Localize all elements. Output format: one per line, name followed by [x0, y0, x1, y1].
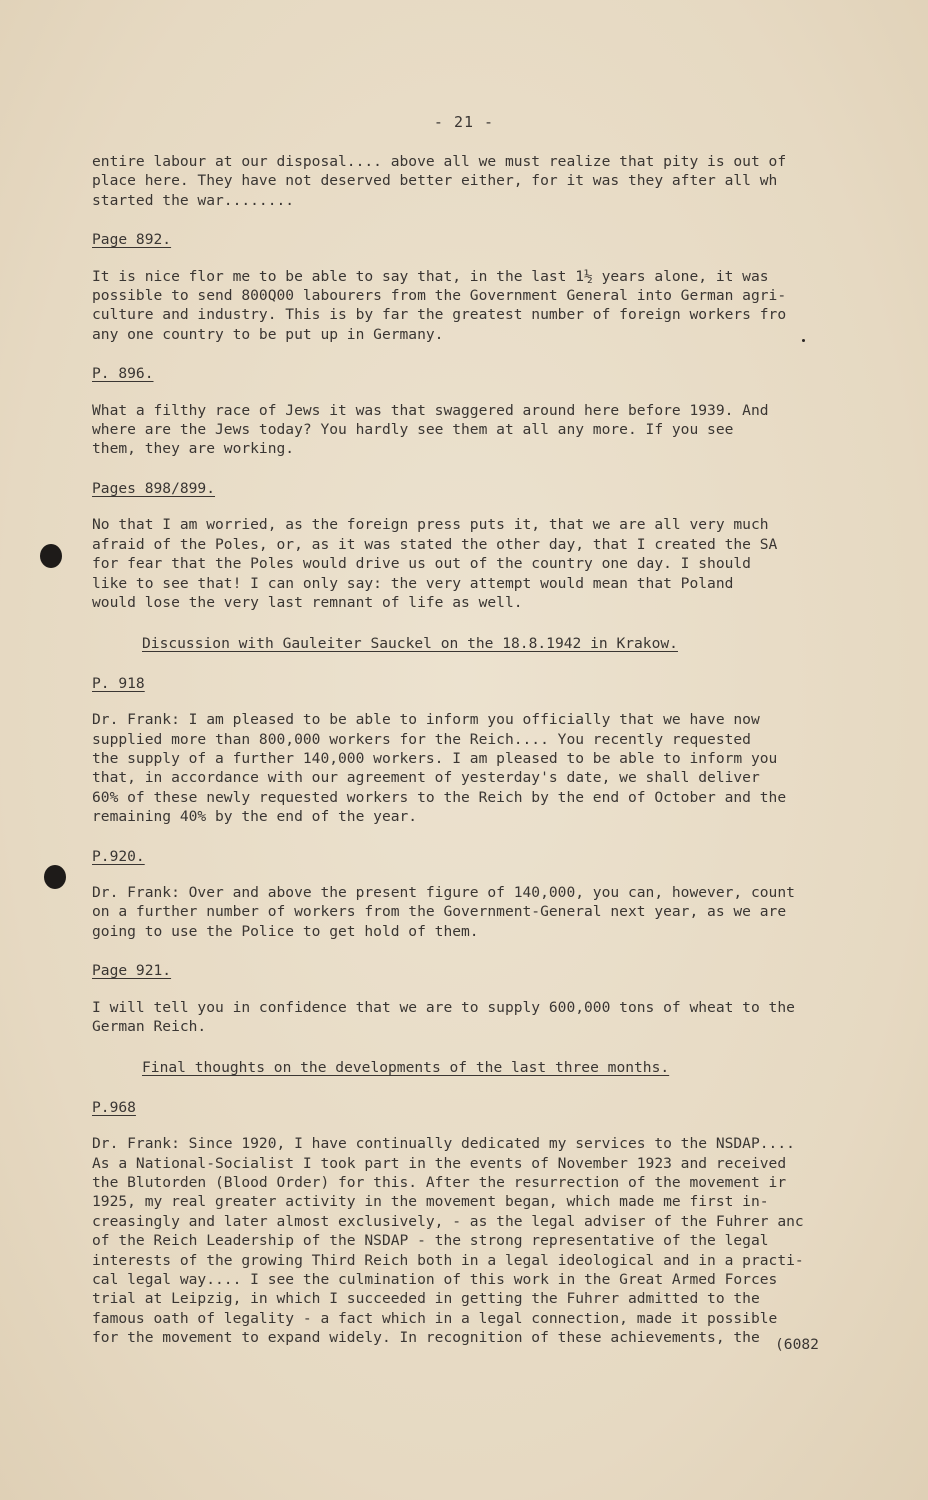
punch-hole-lower [44, 865, 66, 889]
section-heading: Pages 898/899. [92, 479, 216, 497]
centered-section-title: Discussion with Gauleiter Sauckel on the 18.8.1942 in Krakow. [142, 635, 678, 653]
section-heading: Page 921. [92, 962, 172, 980]
paragraph: No that I am worried, as the foreign press puts it, that we are all very much afraid of the Poles, or, as it was stated the other day, that I created the SA for fear that the Poles would drive us out of the country one day. I should like to see that! I can only say: the very attempt would mean that Poland would lose the very last remnant of life as well. [92, 516, 778, 611]
section-heading: P.968 [92, 1098, 136, 1116]
document-body [92, 152, 872, 1348]
paragraph: Dr. Frank: Since 1920, I have continually dedicated my services to the NSDAP.... As a National-Socialist I took part in the events of November 1923 and received the Blutorden (Blood Order) for this. After the resurrection of the movement ir 1925, my real greater activity in the movement began, which made me first in- creasingly and later almost exclusively, - as the legal adviser of the Fuhrer anc of the Reich Leadership of the NSDAP - the strong representative of the legal interests of the growing Third Reich both in a legal ideological and in a practi- cal legal way.... I see the culmination of this work in the Great Armed Forces trial at Leipzig, in which I succeeded in getting the Fuhrer admitted to the famous oath of legality - a fact which in a legal connection, made it possible for the movement to expand widely. In recognition of these achievements, the [92, 1135, 804, 1347]
paragraph: Dr. Frank: I am pleased to be able to inform you officially that we have now supplied more than 800,000 workers for the Reich.... You recently requested the supply of a further 140,000 workers. I am pleased to be able to inform you that, in accordance with our agreement of yesterday's date, we shall deliver 60% of these newly requested workers to the Reich by the end of October and the remaining 40% by the end of the year. [92, 711, 787, 826]
document-reference-number: (6082 [775, 1336, 819, 1353]
section-heading: P. 896. [92, 365, 154, 383]
section-heading: P.920. [92, 847, 145, 865]
page-number: - 21 - [433, 113, 495, 131]
paragraph: It is nice flor me to be able to say that, in the last 1½ years alone, it was possible to send 800Q00 labourers from the Government General into German agri- culture and industry. This is by far the greatest number of foreign workers fro any one country to be put up in Germany. [92, 267, 787, 343]
paragraph: What a filthy race of Jews it was that swaggered around here before 1939. And where are the Jews today? You hardly see them at all any more. If you see them, they are working. [92, 401, 769, 458]
paragraph: I will tell you in confidence that we are to supply 600,000 tons of wheat to the German Reich. [92, 998, 795, 1035]
paragraph: Dr. Frank: Over and above the present figure of 140,000, you can, however, count on a further number of workers from the Government-General next year, as we are going to use the Police to get hold of them. [92, 883, 795, 940]
centered-section-title: Final thoughts on the developments of the last three months. [142, 1059, 670, 1077]
section-heading: P. 918 [92, 674, 145, 692]
section-heading: Page 892. [92, 231, 172, 249]
paragraph: entire labour at our disposal.... above all we must realize that pity is out of place here. They have not deserved better either, for it was they after all wh started the war........ [92, 153, 787, 209]
punch-hole-upper [40, 544, 62, 568]
